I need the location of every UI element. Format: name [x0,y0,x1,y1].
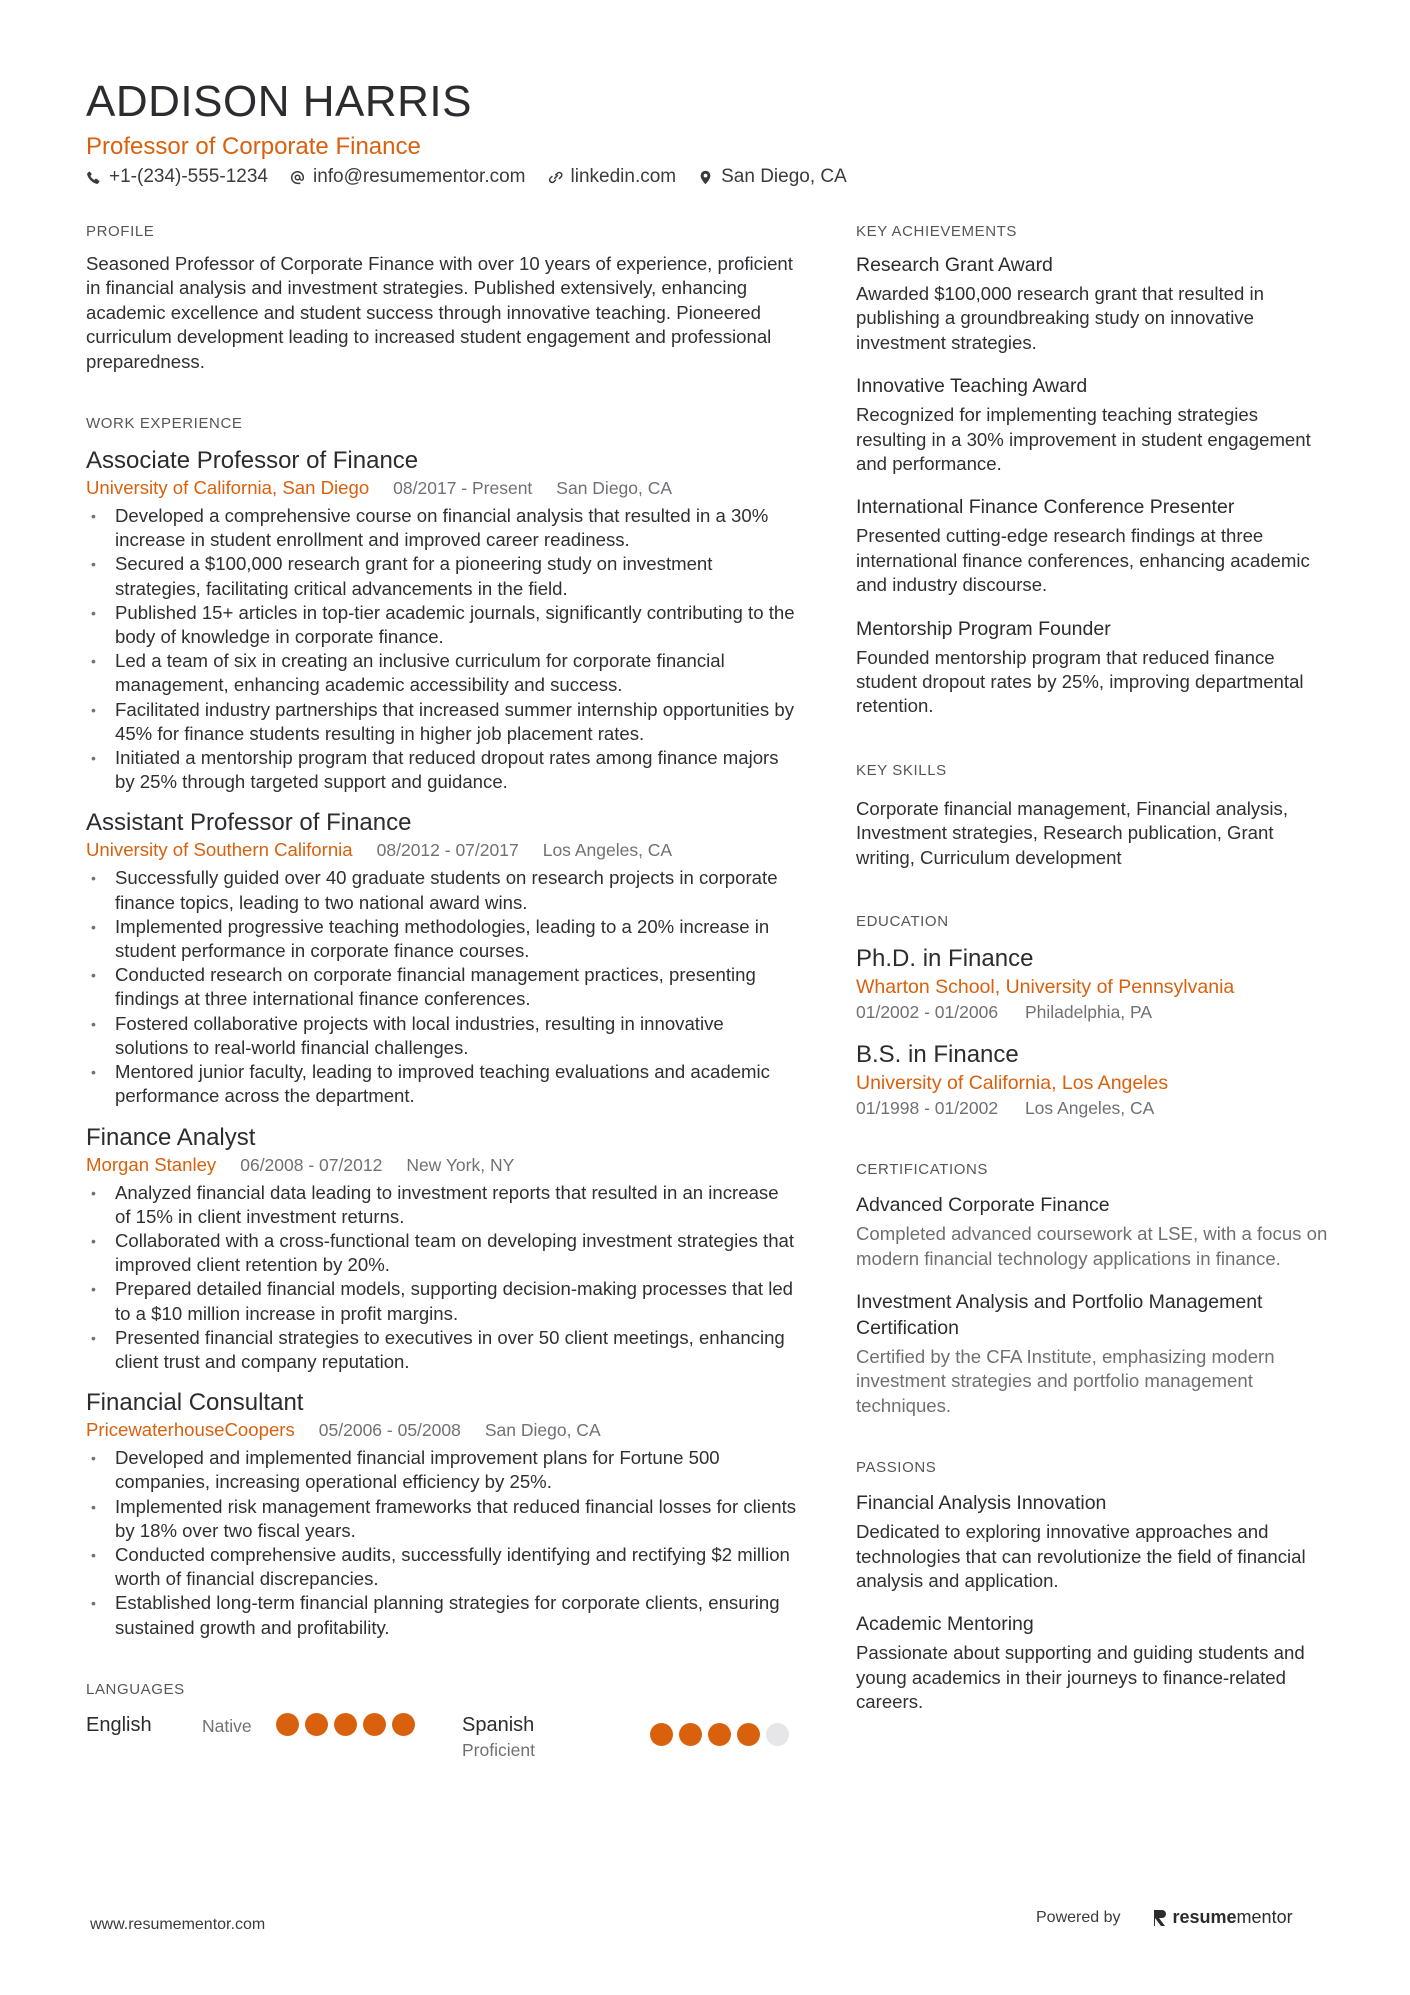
contact-location-text: San Diego, CA [721,166,847,187]
rating-dot-filled [737,1723,760,1746]
certification-title: Advanced Corporate Finance [856,1194,1110,1217]
job-title: Associate Professor of Finance [86,447,419,475]
certification-title: Investment Analysis and Portfolio Management Certification [856,1290,1263,1339]
section-heading: PROFILE [86,223,155,240]
job-location: San Diego, CA [556,478,673,499]
bullet-item: • Implemented risk management frameworks that reduced financial losses for clients by 18% over two fiscal years. [86,1495,798,1543]
achievement-item [856,252,1330,355]
language-rating [650,1712,795,1746]
job-bullets [86,1181,798,1375]
job-entry [86,446,798,794]
section-heading: KEY ACHIEVEMENTS [856,223,1018,240]
language-level: Native [202,1715,252,1736]
education-section [856,912,1330,1120]
section-heading: LANGUAGES [86,1680,185,1698]
language-item [86,1712,462,1738]
bullet-item: • Initiated a mentorship program that reduced dropout rates among finance majors by 25% through targeted support and guidance. [86,746,798,794]
rating-dot-filled [334,1713,357,1736]
right-column [856,222,1330,1715]
job-dates: 08/2012 - 07/2017 [376,840,519,861]
job-location: New York, NY [406,1154,515,1175]
education-item [856,944,1330,1024]
bullet-item: • Published 15+ articles in top-tier academic journals, significantly contributing to the body of knowledge in corporate finance. [86,601,798,649]
certification-desc: Completed advanced coursework at LSE, with a focus on modern financial technology applications in finance. [856,1223,1328,1269]
education-item [856,1040,1330,1120]
bullet-item: • Presented financial strategies to executives in over 50 client meetings, enhancing client trust and company reputation. [86,1326,798,1374]
achievement-item [856,616,1330,719]
rating-dot-filled [679,1723,702,1746]
job-meta [86,1153,798,1177]
certification-desc: Certified by the CFA Institute, emphasizing modern investment strategies and portfolio management techniques. [856,1345,1275,1416]
bullet-item: • Led a team of six in creating an inclusive curriculum for corporate financial management, enhancing academic accessibility and success. [86,649,798,697]
passion-item [856,1490,1330,1593]
achievement-title: Innovative Teaching Award [856,375,1088,398]
bullet-item: • Fostered collaborative projects with local industries, resulting in innovative solutions to real-world financial challenges. [86,1012,798,1060]
job-dates: 08/2017 - Present [393,478,533,499]
certifications-section [856,1160,1330,1418]
languages-section [86,1680,798,1762]
job-meta [86,476,798,500]
rating-dot-empty [766,1723,789,1746]
education-degree: B.S. in Finance [856,1041,1019,1069]
language-item [462,1712,795,1762]
rating-dot-filled [392,1713,415,1736]
job-bullets [86,1446,798,1640]
job-company: University of Southern California [86,839,353,861]
skills-section [856,761,1330,870]
brand-name-bold: resume [1172,1907,1237,1927]
job-meta [86,838,798,862]
bullet-item: • Developed a comprehensive course on financial analysis that resulted in a 30% increase in student enrollment and improved career readiness. [86,504,798,552]
language-rating [276,1712,421,1736]
contact-email-text: info@resumementor.com [312,166,526,187]
job-entry [86,1123,798,1375]
education-location: Los Angeles, CA [1024,1098,1155,1119]
language-level: Proficient [462,1739,535,1760]
bullet-item: • Conducted research on corporate financial management practices, presenting findings at three international finance conferences. [86,963,798,1011]
job-bullets [86,504,798,794]
passion-title: Academic Mentoring [856,1613,1034,1636]
bullet-item: • Conducted comprehensive audits, successfully identifying and rectifying $2 million worth of financial discrepancies. [86,1543,798,1591]
language-name: English [86,1713,152,1736]
job-company: University of California, San Diego [86,477,370,499]
bullet-item: • Prepared detailed financial models, supporting decision-making processes that led to a $10 million increase in profit margins. [86,1277,798,1325]
rating-dot-filled [708,1723,731,1746]
section-heading: WORK EXPERIENCE [86,415,243,433]
language-name: Spanish [462,1713,535,1736]
job-meta [86,1418,798,1442]
achievement-item [856,494,1330,597]
job-entry [86,1388,798,1640]
bullet-item: • Established long-term financial planning strategies for corporate clients, ensuring sustained growth and profitability. [86,1591,798,1639]
passion-title: Financial Analysis Innovation [856,1492,1107,1515]
link-icon [548,170,563,185]
job-dates: 05/2006 - 05/2008 [318,1420,461,1441]
resumementor-logo-icon [1153,1908,1167,1928]
education-school: University of California, Los Angeles [856,1072,1169,1095]
achievement-title: International Finance Conference Presenter [856,496,1235,519]
footer-powered [1036,1907,1293,1928]
left-column [86,222,798,1762]
rating-dot-filled [650,1723,673,1746]
achievements-section [856,222,1330,719]
candidate-title: Professor of Corporate Finance [86,133,421,160]
contact-location [698,166,847,188]
brand-logo[interactable] [1153,1907,1293,1928]
brand-name-light: mentor [1236,1907,1293,1927]
contact-linkedin[interactable] [548,166,677,188]
contact-bar [86,164,869,190]
passion-desc: Passionate about supporting and guiding students and young academics in their journeys to finance-related careers. [856,1642,1305,1713]
work-experience-section [86,414,798,1640]
education-location: Philadelphia, PA [1024,1002,1153,1023]
profile-text: Seasoned Professor of Corporate Finance with over 10 years of experience, proficient in financial analysis and investment strategies. Published extensively, enhancing academic excellence and student success through innovative teaching. Pioneered curriculum development leading to increased student engagement and professional preparedness. [86,253,793,372]
section-heading: KEY SKILLS [856,761,947,779]
section-heading: PASSIONS [856,1459,937,1477]
rating-dot-filled [276,1713,299,1736]
bullet-item: • Analyzed financial data leading to investment reports that resulted in an increase of 15% in client investment returns. [86,1181,798,1229]
rating-dot-filled [305,1713,328,1736]
contact-linkedin-text: linkedin.com [570,166,677,187]
certification-item [856,1289,1330,1418]
job-title: Finance Analyst [86,1123,256,1151]
at-icon [290,170,305,185]
languages-row [86,1712,798,1762]
achievement-title: Research Grant Award [856,254,1053,276]
education-meta [856,1096,1330,1120]
education-dates: 01/2002 - 01/2006 [856,1002,999,1023]
job-location: San Diego, CA [484,1420,601,1441]
job-company: Morgan Stanley [86,1153,217,1175]
job-entry [86,808,798,1108]
achievement-desc: Recognized for implementing teaching strategies resulting in a 30% improvement in student engagement and performance. [856,404,1311,475]
bullet-item: • Implemented progressive teaching methodologies, leading to a 20% increase in student performance in corporate finance courses. [86,915,798,963]
candidate-name: ADDISON HARRIS [86,77,472,126]
job-bullets [86,866,798,1108]
passion-item [856,1611,1330,1714]
job-company: PricewaterhouseCoopers [86,1419,295,1441]
rating-dot-filled [363,1713,386,1736]
footer-website[interactable]: www.resumementor.com [90,1916,266,1933]
job-location: Los Angeles, CA [542,840,673,861]
job-title: Assistant Professor of Finance [86,809,412,837]
achievement-desc: Awarded $100,000 research grant that resulted in publishing a groundbreaking study on innovative investment strategies. [856,283,1264,353]
achievement-desc: Presented cutting-edge research findings at three international finance conferences, enhancing academic and industry discourse. [856,525,1310,596]
passion-desc: Dedicated to exploring innovative approaches and technologies that can revolutionize the field of financial analysis and application. [856,1521,1306,1591]
powered-by-label: Powered by [1036,1908,1121,1926]
bullet-item: • Mentored junior faculty, leading to improved teaching evaluations and academic performance across the department. [86,1060,798,1108]
education-meta [856,1000,1330,1024]
contact-email[interactable] [290,166,526,188]
bullet-item: • Collaborated with a cross-functional team on developing investment strategies that improved client retention by 20%. [86,1229,798,1277]
achievement-desc: Founded mentorship program that reduced finance student dropout rates by 25%, improving departmental retention. [856,646,1304,717]
passions-section [856,1458,1330,1714]
contact-phone-text: +1-(234)-555-1234 [109,166,268,187]
education-dates: 01/1998 - 01/2002 [856,1098,999,1119]
achievement-item [856,373,1330,476]
achievement-title: Mentorship Program Founder [856,617,1111,640]
certification-item [856,1192,1330,1271]
profile-section [86,222,798,374]
job-title: Financial Consultant [86,1389,304,1417]
bullet-item: • Successfully guided over 40 graduate students on research projects in corporate finance topics, leading to two national award wins. [86,866,798,914]
job-dates: 06/2008 - 07/2012 [240,1154,383,1175]
skills-text: Corporate financial management, Financial analysis, Investment strategies, Research publication, Grant writing, Curriculum development [856,797,1289,868]
phone-icon [86,170,101,185]
education-school: Wharton School, University of Pennsylvania [856,976,1235,999]
bullet-item: • Secured a $100,000 research grant for a pioneering study on investment strategies, facilitating critical advancements in the field. [86,552,798,600]
bullet-item: • Facilitated industry partnerships that increased summer internship opportunities by 45% for finance students resulting in higher job placement rates. [86,698,798,746]
location-pin-icon [698,170,713,185]
section-heading: EDUCATION [856,913,949,931]
contact-phone[interactable] [86,166,268,188]
section-heading: CERTIFICATIONS [856,1161,989,1179]
education-degree: Ph.D. in Finance [856,945,1034,973]
bullet-item: • Developed and implemented financial improvement plans for Fortune 500 companies, increasing operational efficiency by 25%. [86,1446,798,1494]
